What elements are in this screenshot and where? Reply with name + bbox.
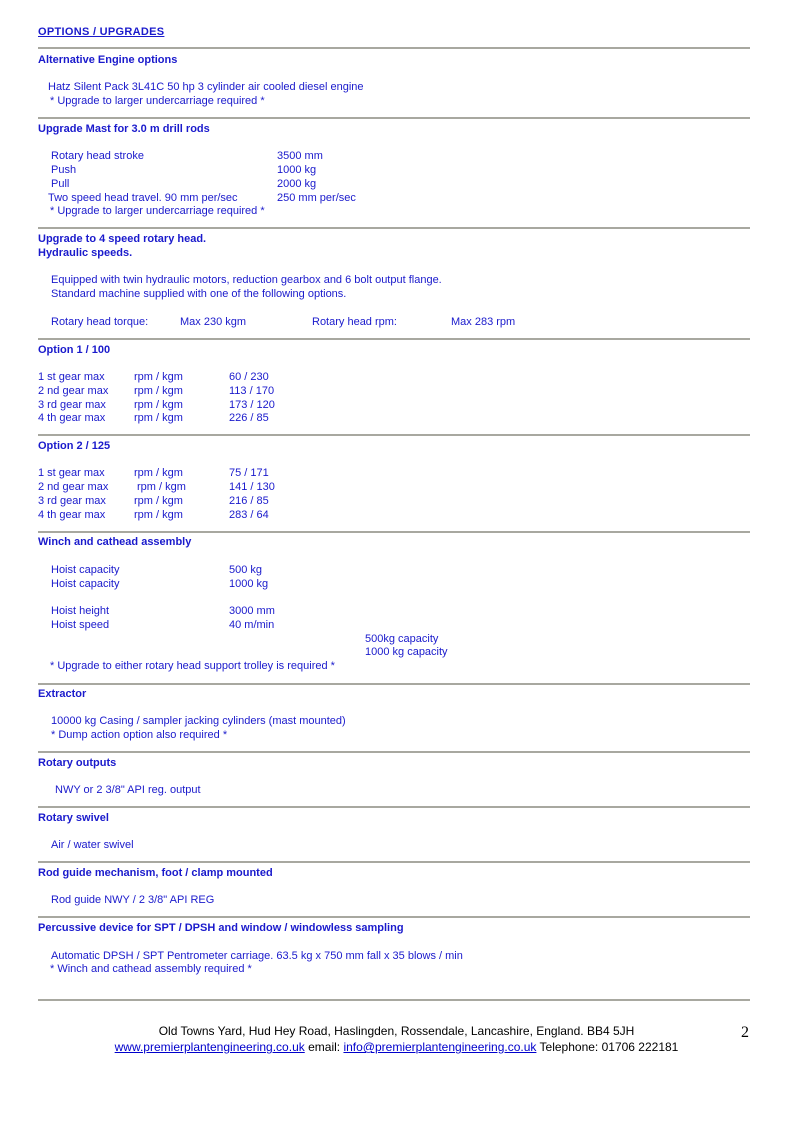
section-heading-rotary-head: Upgrade to 4 speed rotary head. bbox=[38, 233, 207, 245]
gear-unit: rpm / kgm bbox=[137, 481, 186, 493]
section-heading-engine: Alternative Engine options bbox=[38, 54, 178, 66]
email-link[interactable]: info@premierplantengineering.co.uk bbox=[343, 1040, 537, 1054]
gear-unit: rpm / kgm bbox=[134, 412, 183, 424]
gear-value: 113 / 170 bbox=[229, 385, 275, 397]
gear-label: 2 nd gear max bbox=[38, 385, 109, 397]
divider bbox=[38, 338, 750, 340]
divider bbox=[38, 751, 750, 753]
divider bbox=[38, 227, 750, 229]
divider bbox=[38, 861, 750, 863]
gear-unit: rpm / kgm bbox=[134, 495, 183, 507]
divider bbox=[38, 434, 750, 436]
gear-unit: rpm / kgm bbox=[134, 371, 183, 383]
section-heading-rotary-outputs: Rotary outputs bbox=[38, 757, 117, 769]
extractor-description: 10000 kg Casing / sampler jacking cylinders (mast mounted) bbox=[51, 715, 346, 727]
rotary-head-description: Equipped with twin hydraulic motors, reduction gearbox and 6 bolt output flange. bbox=[51, 274, 442, 286]
rotary-head-description: Standard machine supplied with one of the following options. bbox=[51, 288, 347, 300]
gear-label: 1 st gear max bbox=[38, 467, 105, 479]
gear-value: 141 / 130 bbox=[229, 481, 275, 493]
percussive-note: * Winch and cathead assembly required * bbox=[50, 963, 252, 975]
divider bbox=[38, 117, 750, 119]
mast-spec-value: 3500 mm bbox=[277, 150, 323, 162]
trolley-option: 1000 kg capacity bbox=[365, 646, 448, 658]
gear-value: 75 / 171 bbox=[229, 467, 269, 479]
rpm-label: Rotary head rpm: bbox=[312, 316, 397, 328]
engine-description: Hatz Silent Pack 3L41C 50 hp 3 cylinder air cooled diesel engine bbox=[48, 81, 364, 93]
section-heading-option-2: Option 2 / 125 bbox=[38, 440, 111, 452]
torque-label: Rotary head torque: bbox=[51, 316, 149, 328]
section-heading-rotary-swivel: Rotary swivel bbox=[38, 812, 109, 824]
winch-spec-value: 1000 kg bbox=[229, 578, 269, 590]
rod-guide-description: Rod guide NWY / 2 3/8" API REG bbox=[51, 894, 215, 906]
trolley-option: 500kg capacity bbox=[365, 633, 439, 645]
section-heading-option-1: Option 1 / 100 bbox=[38, 344, 111, 356]
winch-spec-value: 40 m/min bbox=[229, 619, 275, 631]
divider bbox=[38, 47, 750, 49]
rpm-value: Max 283 rpm bbox=[451, 316, 516, 328]
mast-note: * Upgrade to larger undercarriage required * bbox=[50, 205, 265, 217]
gear-label: 4 th gear max bbox=[38, 412, 106, 424]
rotary-swivel-description: Air / water swivel bbox=[51, 839, 134, 851]
section-heading-extractor: Extractor bbox=[38, 688, 87, 700]
gear-unit: rpm / kgm bbox=[134, 509, 183, 521]
section-heading-rod-guide: Rod guide mechanism, foot / clamp mounted bbox=[38, 867, 273, 879]
gear-value: 216 / 85 bbox=[229, 495, 269, 507]
mast-spec-label: Pull bbox=[51, 178, 70, 190]
gear-value: 173 / 120 bbox=[229, 399, 275, 411]
divider bbox=[38, 999, 750, 1001]
mast-spec-value: 250 mm per/sec bbox=[277, 192, 356, 204]
percussive-description: Automatic DPSH / SPT Pentrometer carriage. 63.5 kg x 750 mm fall x 35 blows / min bbox=[51, 950, 463, 962]
winch-spec-label: Hoist height bbox=[51, 605, 110, 617]
mast-spec-label: Two speed head travel. 90 mm per/sec bbox=[48, 192, 238, 204]
mast-spec-label: Push bbox=[51, 164, 77, 176]
mast-spec-value: 1000 kg bbox=[277, 164, 317, 176]
winch-note: * Upgrade to either rotary head support trolley is required * bbox=[50, 660, 335, 672]
divider bbox=[38, 531, 750, 533]
section-subheading-hydraulic-speeds: Hydraulic speeds. bbox=[38, 247, 133, 259]
website-link[interactable]: www.premierplantengineering.co.uk bbox=[114, 1040, 305, 1054]
gear-label: 2 nd gear max bbox=[38, 481, 109, 493]
gear-value: 60 / 230 bbox=[229, 371, 269, 383]
extractor-note: * Dump action option also required * bbox=[51, 729, 228, 741]
section-heading-percussive: Percussive device for SPT / DPSH and window / windowless sampling bbox=[38, 922, 404, 934]
gear-label: 4 th gear max bbox=[38, 509, 106, 521]
page-title: OPTIONS / UPGRADES bbox=[38, 26, 165, 38]
divider bbox=[38, 683, 750, 685]
gear-unit: rpm / kgm bbox=[134, 467, 183, 479]
page-number: 2 bbox=[741, 1024, 749, 1041]
torque-value: Max 230 kgm bbox=[180, 316, 247, 328]
winch-spec-label: Hoist capacity bbox=[51, 564, 120, 576]
winch-spec-value: 3000 mm bbox=[229, 605, 275, 617]
section-heading-winch: Winch and cathead assembly bbox=[38, 536, 192, 548]
gear-label: 3 rd gear max bbox=[38, 495, 106, 507]
gear-label: 3 rd gear max bbox=[38, 399, 106, 411]
section-heading-mast: Upgrade Mast for 3.0 m drill rods bbox=[38, 123, 210, 135]
divider bbox=[38, 916, 750, 918]
mast-spec-value: 2000 kg bbox=[277, 178, 317, 190]
winch-spec-label: Hoist capacity bbox=[51, 578, 120, 590]
gear-value: 226 / 85 bbox=[229, 412, 269, 424]
divider bbox=[38, 806, 750, 808]
winch-spec-label: Hoist speed bbox=[51, 619, 110, 631]
email-label: email: bbox=[308, 1040, 341, 1054]
gear-unit: rpm / kgm bbox=[134, 385, 183, 397]
gear-label: 1 st gear max bbox=[38, 371, 105, 383]
telephone: Telephone: 01706 222181 bbox=[539, 1040, 679, 1054]
winch-spec-value: 500 kg bbox=[229, 564, 263, 576]
gear-unit: rpm / kgm bbox=[134, 399, 183, 411]
gear-value: 283 / 64 bbox=[229, 509, 269, 521]
mast-spec-label: Rotary head stroke bbox=[51, 150, 144, 162]
footer-address: Old Towns Yard, Hud Hey Road, Haslingden, Rossendale, Lancashire, England. BB4 5JH bbox=[158, 1024, 635, 1038]
rotary-outputs-description: NWY or 2 3/8" API reg. output bbox=[55, 784, 201, 796]
engine-note: * Upgrade to larger undercarriage required * bbox=[50, 95, 265, 107]
footer-contact bbox=[0, 1040, 793, 1054]
